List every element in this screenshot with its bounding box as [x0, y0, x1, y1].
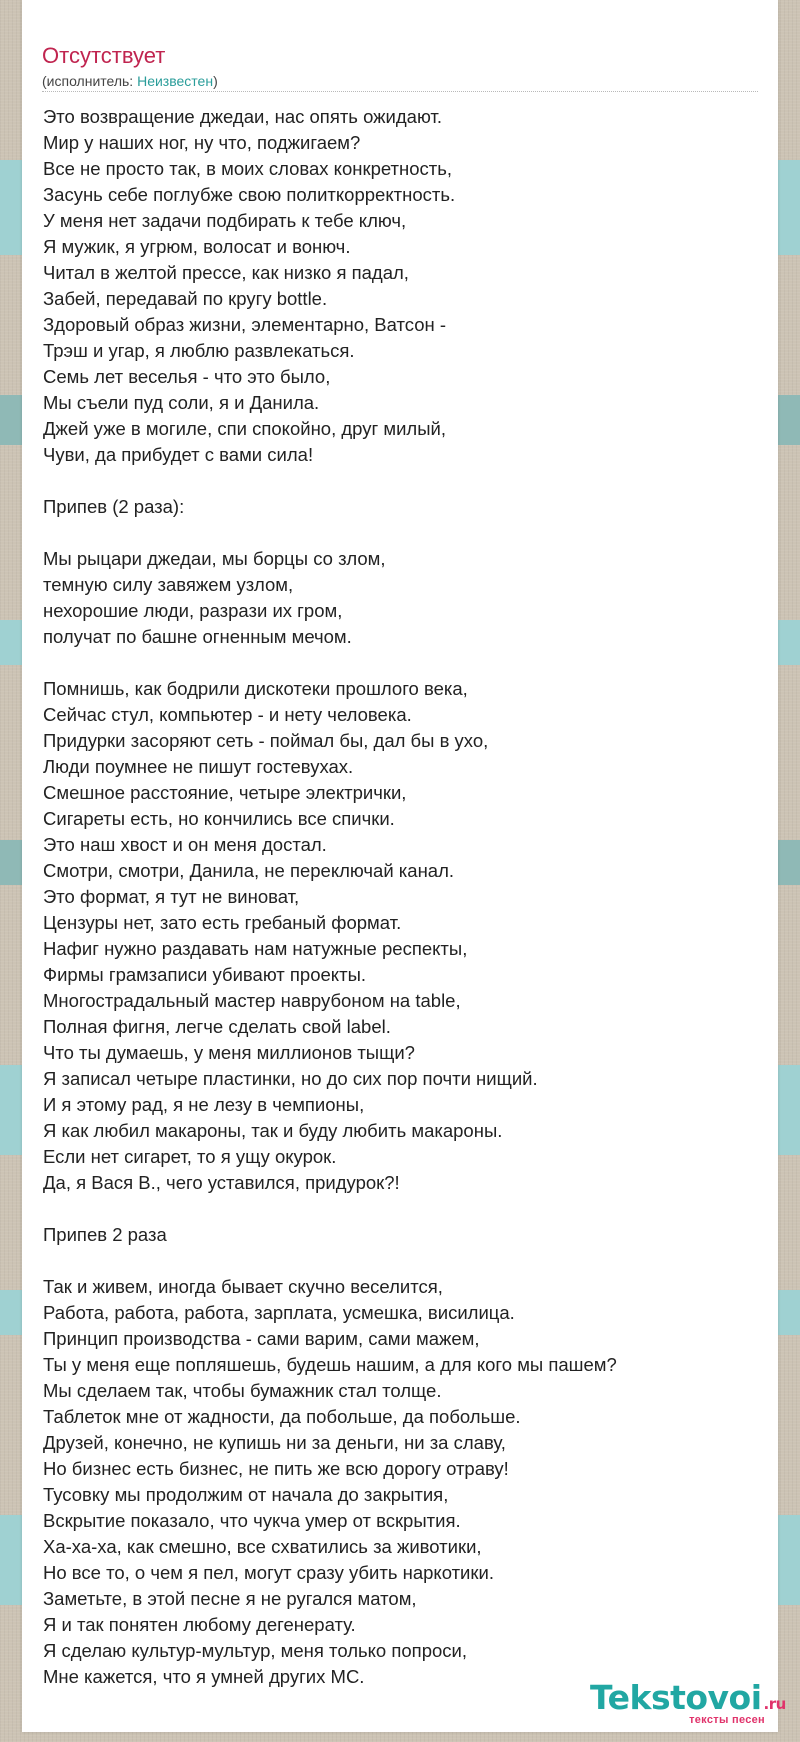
song-title: Отсутствует: [42, 43, 166, 68]
stanza-break: [43, 1248, 763, 1274]
lyric-line: Ты у меня еще попляшешь, будешь нашим, а для кого мы пашем?: [43, 1354, 617, 1375]
artist-suffix: ): [213, 73, 218, 89]
lyric-line: Сейчас стул, компьютер - и нету человека.: [43, 704, 412, 725]
lyric-line: У меня нет задачи подбирать к тебе ключ,: [43, 210, 407, 231]
lyric-line: Вскрытие показало, что чукча умер от вскрытия.: [43, 1510, 461, 1531]
lyric-line: Смотри, смотри, Данила, не переключай канал.: [43, 860, 455, 881]
lyric-line: Мы сделаем так, чтобы бумажник стал толще.: [43, 1380, 442, 1401]
lyric-line: Полная фигня, легче сделать свой label.: [43, 1016, 391, 1037]
lyric-line: Я как любил макароны, так и буду любить макароны.: [43, 1120, 503, 1141]
lyric-line: Все не просто так, в моих словах конкретность,: [43, 158, 453, 179]
lyric-line: Припев (2 раза):: [43, 496, 185, 517]
lyric-line: Друзей, конечно, не купишь ни за деньги, ни за славу,: [43, 1432, 506, 1453]
header-divider: [42, 91, 758, 92]
lyric-line: Я сделаю культур-мультур, меня только попроси,: [43, 1640, 467, 1661]
lyric-line: Принцип производства - сами варим, сами мажем,: [43, 1328, 480, 1349]
lyric-line: Припев 2 раза: [43, 1224, 167, 1245]
lyric-line: Это возвращение джедаи, нас опять ожидают.: [43, 106, 442, 127]
lyric-line: получат по башне огненным мечом.: [43, 626, 352, 647]
logo-tld: .ru: [763, 1695, 786, 1713]
lyric-line: Чуви, да прибудет с вами сила!: [43, 444, 314, 465]
lyric-line: Что ты думаешь, у меня миллионов тыщи?: [43, 1042, 415, 1063]
lyric-line: Мы рыцари джедаи, мы борцы со злом,: [43, 548, 386, 569]
lyric-line: И я этому рад, я не лезу в чемпионы,: [43, 1094, 365, 1115]
lyric-line: Это наш хвост и он меня достал.: [43, 834, 327, 855]
lyric-line: Здоровый образ жизни, элементарно, Ватсон -: [43, 314, 447, 335]
stanza-break: [43, 520, 763, 546]
lyric-line: Многострадальный мастер наврубоном на table,: [43, 990, 461, 1011]
lyric-line: Читал в желтой прессе, как низко я падал,: [43, 262, 409, 283]
lyric-line: Я и так понятен любому дегенерату.: [43, 1614, 356, 1635]
lyric-line: Я записал четыре пластинки, но до сих пор почти нищий.: [43, 1068, 538, 1089]
lyric-line: Нафиг нужно раздавать нам натужные респекты,: [43, 938, 468, 959]
lyric-line: Ха-ха-ха, как смешно, все схватились за животики,: [43, 1536, 482, 1557]
lyric-line: Цензуры нет, зато есть гребаный формат.: [43, 912, 402, 933]
lyric-line: Семь лет веселья - что это было,: [43, 366, 331, 387]
lyric-line: Люди поумнее не пишут гостевухах.: [43, 756, 354, 777]
lyric-line: Да, я Вася В., чего уставился, придурок?!: [43, 1172, 400, 1193]
stanza-break: [43, 650, 763, 676]
lyric-line: Но бизнес есть бизнес, не пить же всю дорогу отраву!: [43, 1458, 509, 1479]
lyric-line: Таблеток мне от жадности, да побольше, да побольше.: [43, 1406, 521, 1427]
lyric-line: Помнишь, как бодрили дискотеки прошлого века,: [43, 678, 468, 699]
lyric-line: нехорошие люди, разрази их гром,: [43, 600, 343, 621]
site-logo[interactable]: [590, 1680, 795, 1730]
artist-line: [42, 72, 758, 90]
lyric-line: Засунь себе поглубже свою политкорректность.: [43, 184, 456, 205]
stanza-break: [43, 468, 763, 494]
lyric-line: Смешное расстояние, четыре электрички,: [43, 782, 407, 803]
lyric-line: Мне кажется, что я умней других МС.: [43, 1666, 365, 1687]
lyric-line: Тусовку мы продолжим от начала до закрытия,: [43, 1484, 449, 1505]
stanza-break: [43, 1196, 763, 1222]
lyric-line: Я мужик, я угрюм, волосат и вонюч.: [43, 236, 351, 257]
lyric-line: Забей, передавай по кругу bottle.: [43, 288, 328, 309]
lyric-line: Фирмы грамзаписи убивают проекты.: [43, 964, 367, 985]
lyric-line: Придурки засоряют сеть - поймал бы, дал бы в ухо,: [43, 730, 489, 751]
lyrics-page: [22, 0, 786, 1732]
lyric-line: Так и живем, иногда бывает скучно веселится,: [43, 1276, 443, 1297]
lyric-line: Заметьте, в этой песне я не ругался матом,: [43, 1588, 417, 1609]
lyric-line: Но все то, о чем я пел, могут сразу убить наркотики.: [43, 1562, 494, 1583]
lyric-line: Работа, работа, работа, зарплата, усмешка, висилица.: [43, 1302, 515, 1323]
lyric-line: Мир у наших ног, ну что, поджигаем?: [43, 132, 361, 153]
lyric-line: Мы съели пуд соли, я и Данила.: [43, 392, 320, 413]
lyric-line: Если нет сигарет, то я ущу окурок.: [43, 1146, 337, 1167]
lyrics-body: [43, 104, 763, 1690]
lyric-line: темную силу завяжем узлом,: [43, 574, 294, 595]
logo-tagline: тексты песен: [689, 1714, 765, 1726]
lyric-line: Это формат, я тут не виноват,: [43, 886, 300, 907]
artist-prefix: (исполнитель:: [42, 73, 138, 89]
logo-name: Tekstovoi: [590, 1678, 762, 1717]
lyric-line: Трэш и угар, я люблю развлекаться.: [43, 340, 355, 361]
artist-link[interactable]: Неизвестен: [137, 73, 214, 89]
lyric-line: Джей уже в могиле, спи спокойно, друг милый,: [43, 418, 446, 439]
song-header: [42, 42, 758, 90]
lyric-line: Сигареты есть, но кончились все спички.: [43, 808, 395, 829]
